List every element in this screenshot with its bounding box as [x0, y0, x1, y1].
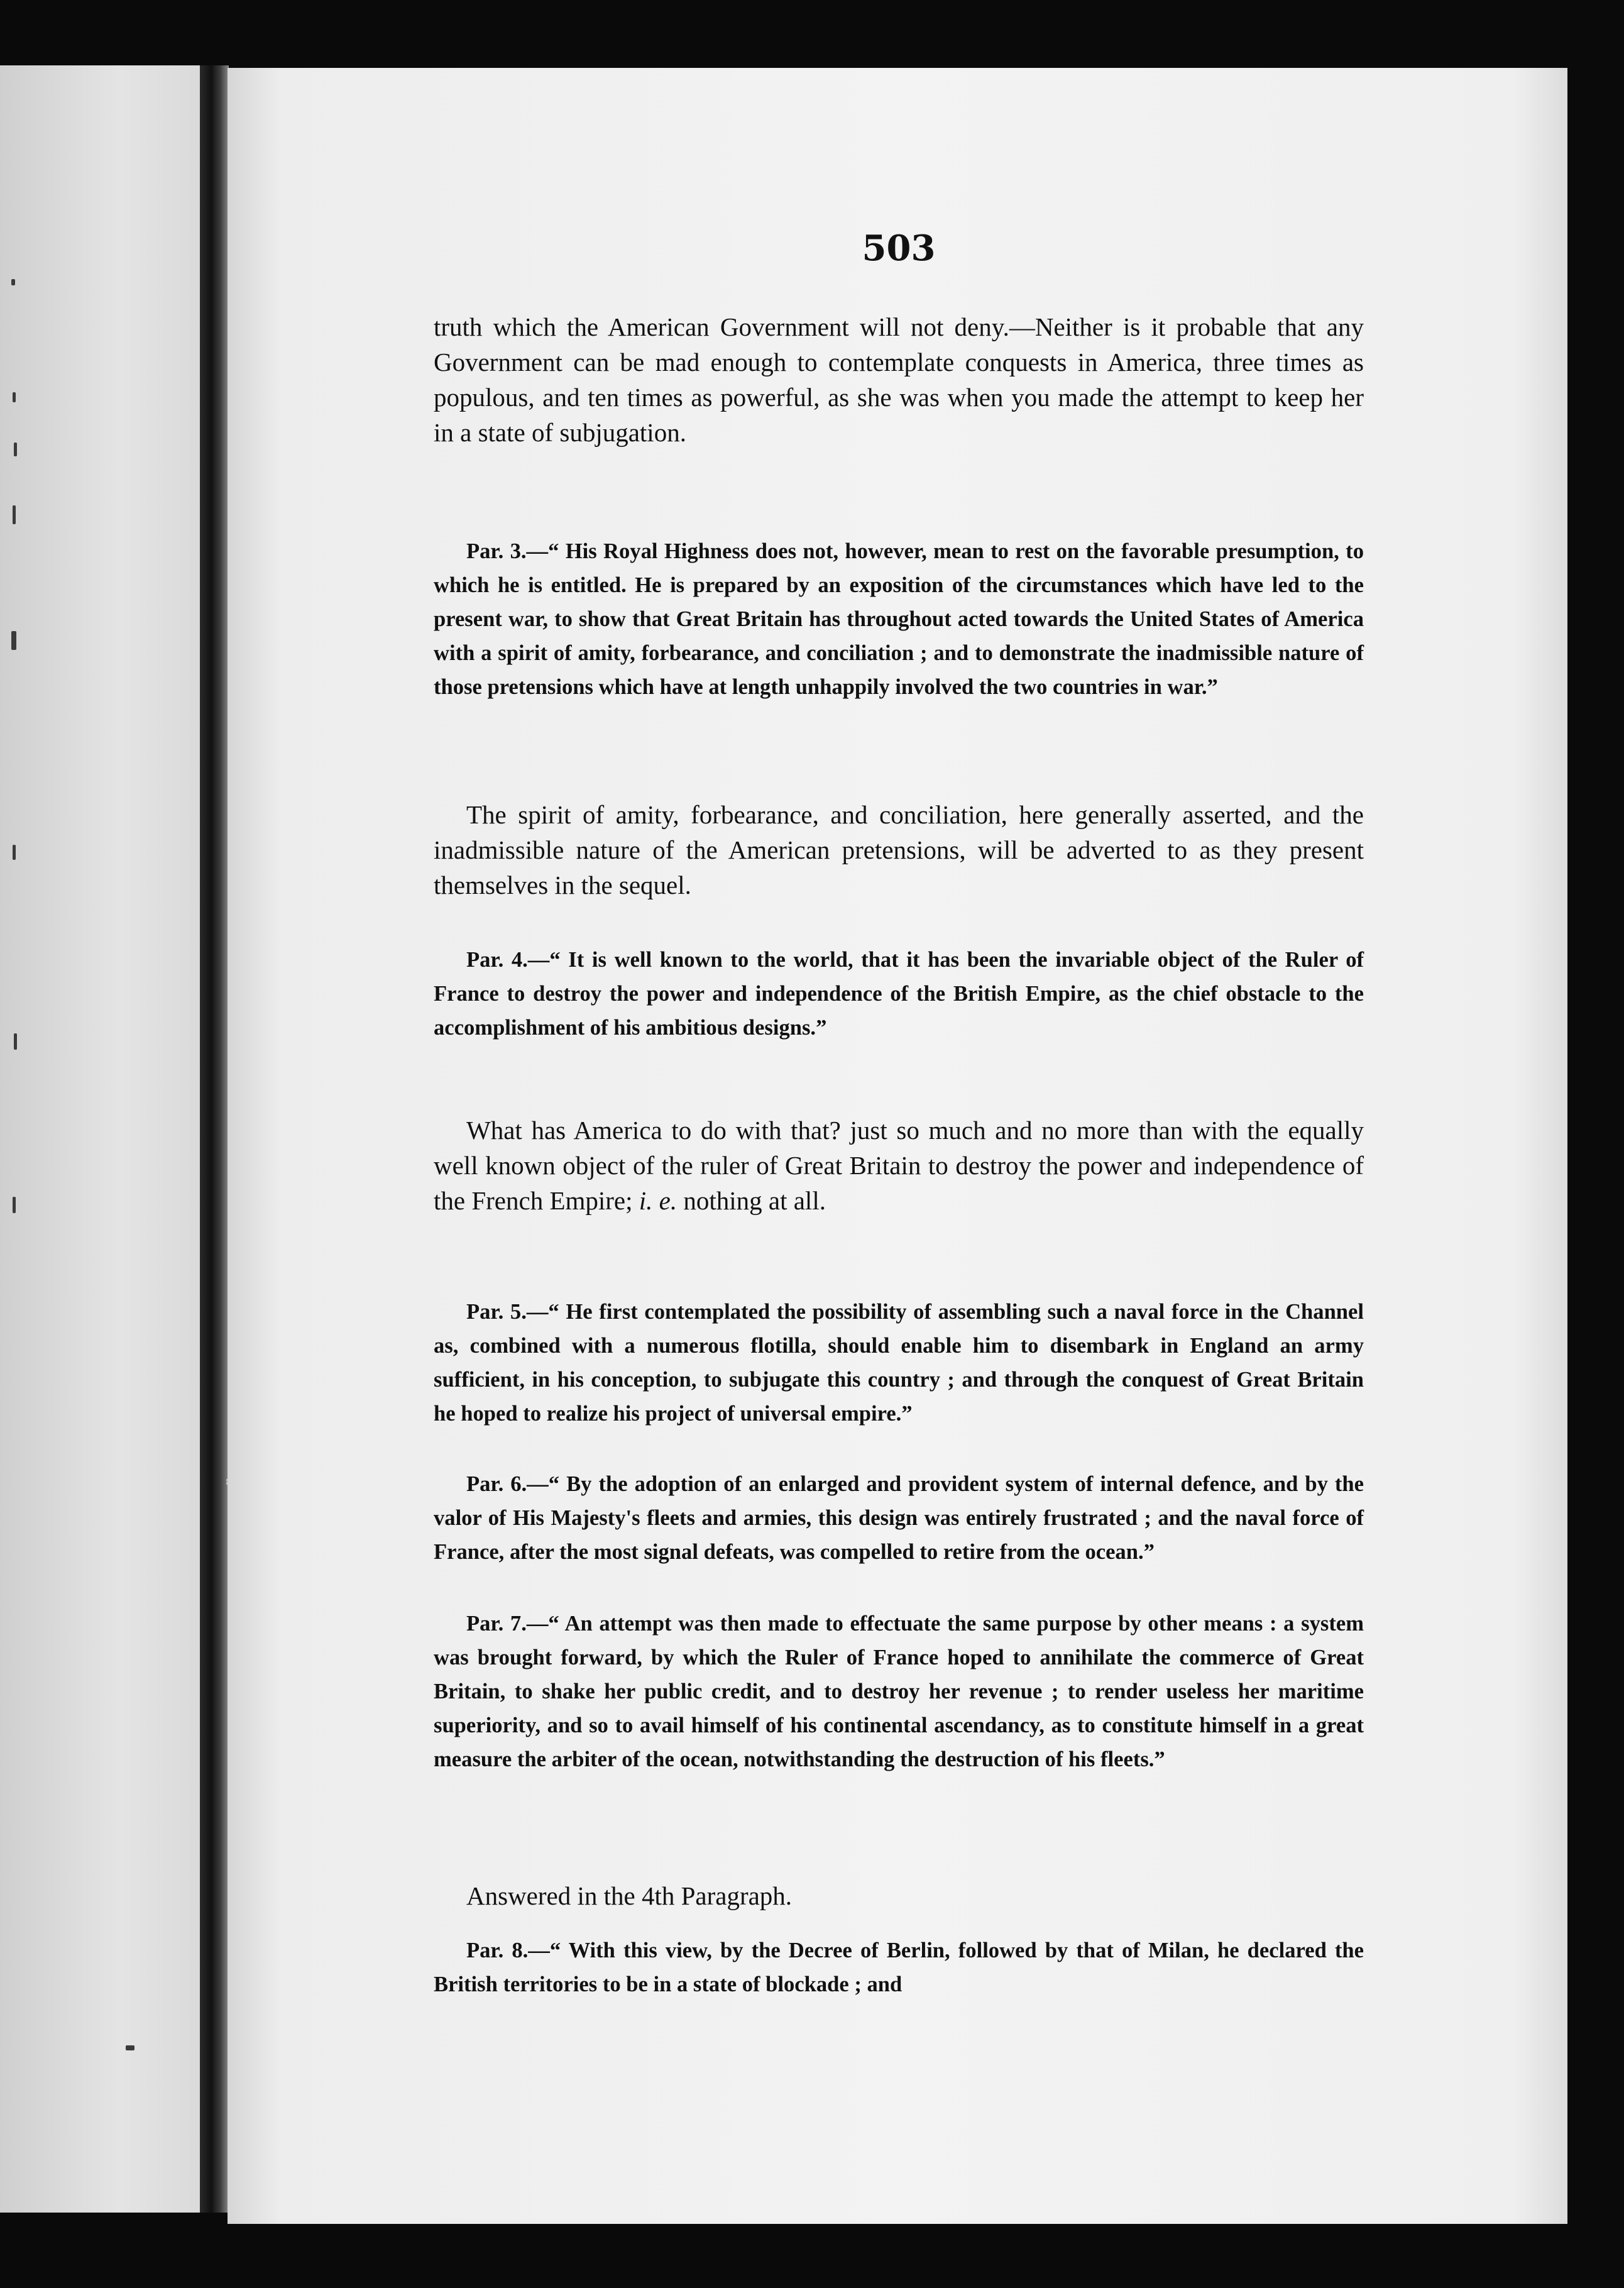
left-page-ink-mark — [14, 1033, 17, 1050]
quoted-paragraph — [434, 1933, 1364, 2001]
paragraph-label: Par. 4.— — [466, 948, 550, 972]
left-page-ink-mark — [13, 1197, 16, 1213]
paragraph-label: Par. 8.— — [466, 1939, 550, 1962]
quoted-paragraph — [434, 1607, 1364, 1776]
book-gutter — [200, 65, 229, 2213]
quoted-paragraph — [434, 534, 1364, 704]
left-page-ink-mark — [14, 443, 17, 456]
left-page-ink-mark — [11, 631, 16, 650]
quoted-paragraph — [434, 1295, 1364, 1431]
paragraph-label: Par. 6.— — [466, 1472, 549, 1496]
paragraph-label: Par. 5.— — [466, 1300, 549, 1324]
left-page-ink-mark — [11, 279, 15, 285]
commentary-paragraph: Answered in the 4th Paragraph. — [466, 1881, 793, 1910]
paragraph-text: “ His Royal Highness does not, however, mean to rest on the favorable presumption, to which he is entitled. He is prepared by an exposition of the circumstances which have led to the present war, to show that Great Britain has throughout acted towards the United States of America with a spirit of amity, forbearance, and conciliation ; and to demonstrate the inadmissible nature of those pretensions which have at length unhappily involved the two countries in war.” — [434, 539, 1364, 699]
page-number: 503 — [862, 228, 936, 269]
left-page-edge — [0, 65, 217, 2213]
paragraph-text: “ With this view, by the Decree of Berlin, followed by that of Milan, he declared the British territories to be in a state of blockade ; and — [434, 1939, 1364, 1996]
paragraph-text: “ By the adoption of an enlarged and provident system of internal defence, and by the valor of His Majesty's fleets and armies, this design was entirely frustrated ; and the naval force of France, after the most signal defeats, was compelled to retire from the ocean.” — [434, 1472, 1364, 1564]
left-page-ink-mark — [13, 392, 16, 402]
left-page-ink-mark — [13, 845, 16, 860]
quoted-paragraph — [434, 1467, 1364, 1569]
paragraph-label: Par. 3.— — [466, 539, 549, 563]
quoted-paragraph — [434, 943, 1364, 1045]
commentary-paragraph: truth which the American Government will not deny.—Neither is it probable that any Government can be mad enough to contemplate conquests in America, three times as populous, and ten times as powerful, as she was when you made the attempt to keep her in a state of subjugation. — [434, 312, 1364, 447]
paragraph-text: “ It is well known to the world, that it has been the invariable object of the Ruler of France to destroy the power and independence of the British Empire, as the chief obstacle to the accomplishment of his ambitious designs.” — [434, 948, 1364, 1040]
left-page-ink-mark — [13, 505, 16, 524]
italic-abbreviation: i. e. — [639, 1186, 678, 1215]
paragraph-text: “ He first contemplated the possibility of assembling such a naval force in the Channel as, combined with a numerous flotilla, should enable him to disembark in England an army sufficient, in his conception, to subjugate this country ; and through the conquest of Great Britain he hoped to realize his project of universal empire.” — [434, 1300, 1364, 1426]
commentary-paragraph: The spirit of amity, forbearance, and conciliation, here generally asserted, and the inadmissible nature of the American pretensions, will be adverted to as they present themselves in the sequel. — [434, 800, 1364, 899]
paragraph-text: “ An attempt was then made to effectuate the same purpose by other means : a system was brought forward, by which the Ruler of France hoped to annihilate the commerce of Great Britain, to shake her public credit, and to destroy her revenue ; to render useless her maritime superiority, and so to avail himself of his continental ascendancy, as to constitute himself in a great measure the arbiter of the ocean, notwithstanding the destruction of his fleets.” — [434, 1612, 1364, 1771]
commentary-text: nothing at all. — [683, 1186, 826, 1215]
commentary-text: What has America to do with that? just so much and no more than with the equally well known object of the ruler of Great Britain to destroy the power and independence of the French Empire; — [434, 1116, 1364, 1215]
commentary-paragraph — [434, 1113, 1364, 1218]
left-page-ink-mark — [126, 2045, 134, 2050]
paragraph-label: Par. 7.— — [466, 1612, 549, 1636]
